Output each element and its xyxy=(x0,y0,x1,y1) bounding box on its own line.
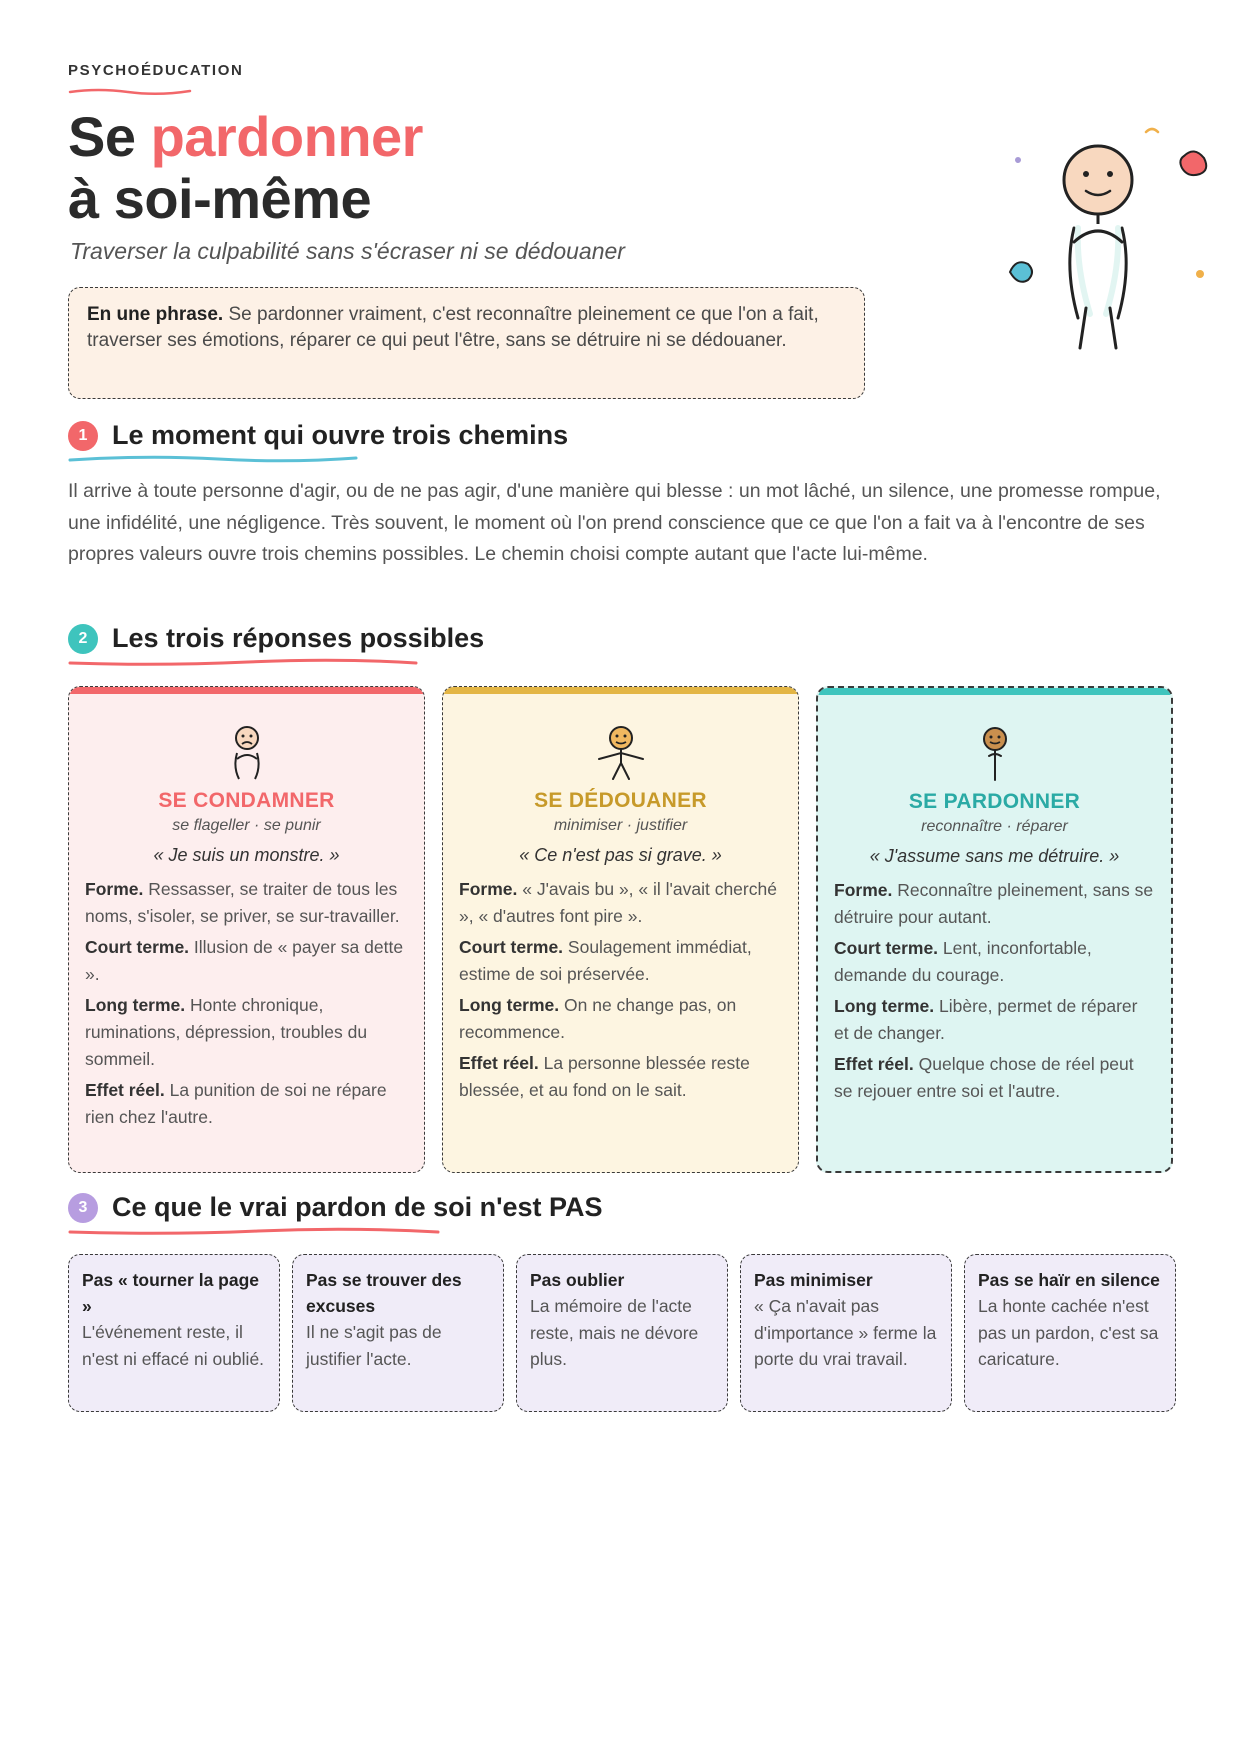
not-item-se-hair xyxy=(964,1254,1176,1412)
card-subtitle: se flageller · se punir xyxy=(172,817,321,834)
not-item-text: Il ne s'agit pas de justifier l'acte. xyxy=(306,1322,442,1369)
section-2-underline xyxy=(68,658,418,668)
card-quote: « Je suis un monstre. » xyxy=(153,845,340,865)
section-3-heading xyxy=(68,1192,603,1223)
card-title: SE CONDAMNER xyxy=(158,789,335,812)
section-3-underline xyxy=(68,1227,440,1237)
card-title: SE PARDONNER xyxy=(908,790,1081,813)
kicker-underline xyxy=(68,86,192,96)
not-item-minimiser xyxy=(740,1254,952,1412)
hugging-person-illustration xyxy=(928,118,1228,358)
summary-text: Se pardonner vraiment, c'est reconnaître pleinement ce que l'on a fait, traverser ses émotions, réparer ce qui peut l'être, sans se détruire ni se dédouaner. xyxy=(87,304,819,351)
title-part1: Se xyxy=(68,105,151,168)
not-item-title: Pas se trouver des excuses xyxy=(306,1270,462,1316)
summary-box xyxy=(68,287,865,399)
title-line2: à soi-même xyxy=(68,167,372,230)
section-2-title: Les trois réponses possibles xyxy=(112,623,485,653)
card-accent-bar xyxy=(68,686,425,694)
not-item-title: Pas oublier xyxy=(530,1270,625,1290)
section-1-number: 1 xyxy=(68,421,98,451)
title-accent: pardonner xyxy=(150,105,423,168)
card-se-dedouaner xyxy=(442,686,799,1173)
card-row-effet-reel: Effet réel. La punition de soi ne répare rien chez l'autre. xyxy=(85,1080,387,1127)
not-item-text: La mémoire de l'acte reste, mais ne dévore plus. xyxy=(530,1296,699,1369)
card-title: SE DÉDOUANER xyxy=(534,789,707,812)
section-1-title: Le moment qui ouvre trois chemins xyxy=(112,420,569,450)
calm-person-icon xyxy=(975,726,1015,782)
card-row-effet-reel: Effet réel. Quelque chose de réel peut se rejouer entre soi et l'autre. xyxy=(834,1054,1134,1101)
section-2-number: 2 xyxy=(68,624,98,654)
kicker: PSYCHOÉDUCATION xyxy=(68,62,244,79)
card-row-forme: Forme. Ressasser, se traiter de tous les noms, s'isoler, se priver, se sur-travailler. xyxy=(85,879,400,926)
intro-paragraph: Il arrive à toute personne d'agir, ou de ne pas agir, d'une manière qui blesse : un mot lâché, un silence, une promesse rompue, une infidélité, une négligence. Très souvent, le moment où l'on prend conscience que ce que l'on a fait va à l'encontre de ses propres valeurs ouvre trois chemins possibles. Le chemin choisi compte autant que l'acte lui-même. xyxy=(68,480,1161,565)
card-row-effet-reel: Effet réel. La personne blessée reste blessée, et au fond on le sait. xyxy=(459,1053,750,1100)
card-row-court-terme: Court terme. Soulagement immédiat, estime de soi préservée. xyxy=(459,937,752,984)
card-quote: « Ce n'est pas si grave. » xyxy=(519,845,722,865)
card-se-condamner xyxy=(68,686,425,1173)
card-row-court-terme: Court terme. Lent, inconfortable, demande du courage. xyxy=(834,938,1092,985)
card-row-long-terme: Long terme. Honte chronique, ruminations, dépression, troubles du sommeil. xyxy=(85,995,368,1069)
shrugging-person-icon xyxy=(593,725,649,781)
card-subtitle: reconnaître · réparer xyxy=(921,818,1068,835)
section-3-title: Ce que le vrai pardon de soi n'est PAS xyxy=(112,1192,603,1222)
section-1-heading xyxy=(68,420,568,451)
summary-label: En une phrase. xyxy=(87,304,224,325)
not-item-title: Pas « tourner la page » xyxy=(82,1270,260,1316)
card-subtitle: minimiser · justifier xyxy=(553,817,688,834)
not-item-tourner-la-page xyxy=(68,1254,280,1412)
card-accent-bar xyxy=(816,686,1173,695)
not-item-title: Pas minimiser xyxy=(754,1270,873,1290)
section-2-heading xyxy=(68,623,484,654)
card-row-forme: Forme. « J'avais bu », « il l'avait cherché », « d'autres font pire ». xyxy=(459,879,777,926)
card-se-pardonner xyxy=(816,686,1173,1173)
card-quote: « J'assume sans me détruire. » xyxy=(869,846,1120,866)
section-3-number: 3 xyxy=(68,1193,98,1223)
not-item-text: L'événement reste, il n'est ni effacé ni oublié. xyxy=(82,1322,265,1369)
subtitle: Traverser la culpabilité sans s'écraser ni se dédouaner xyxy=(70,238,625,264)
section-1-underline xyxy=(68,454,358,464)
not-item-title: Pas se haïr en silence xyxy=(978,1270,1160,1290)
card-row-long-terme: Long terme. Libère, permet de réparer et de changer. xyxy=(834,996,1138,1043)
not-item-text: La honte cachée n'est pas un pardon, c'est sa caricature. xyxy=(978,1296,1159,1369)
sad-person-icon xyxy=(227,725,267,781)
not-item-oublier xyxy=(516,1254,728,1412)
card-accent-bar xyxy=(442,686,799,694)
not-item-excuses xyxy=(292,1254,504,1412)
card-row-forme: Forme. Reconnaître pleinement, sans se détruire pour autant. xyxy=(834,880,1154,927)
page-title xyxy=(68,106,423,230)
card-row-long-terme: Long terme. On ne change pas, on recommence. xyxy=(459,995,737,1042)
card-row-court-terme: Court terme. Illusion de « payer sa dette ». xyxy=(85,937,404,984)
not-item-text: « Ça n'avait pas d'importance » ferme la porte du vrai travail. xyxy=(754,1296,937,1369)
